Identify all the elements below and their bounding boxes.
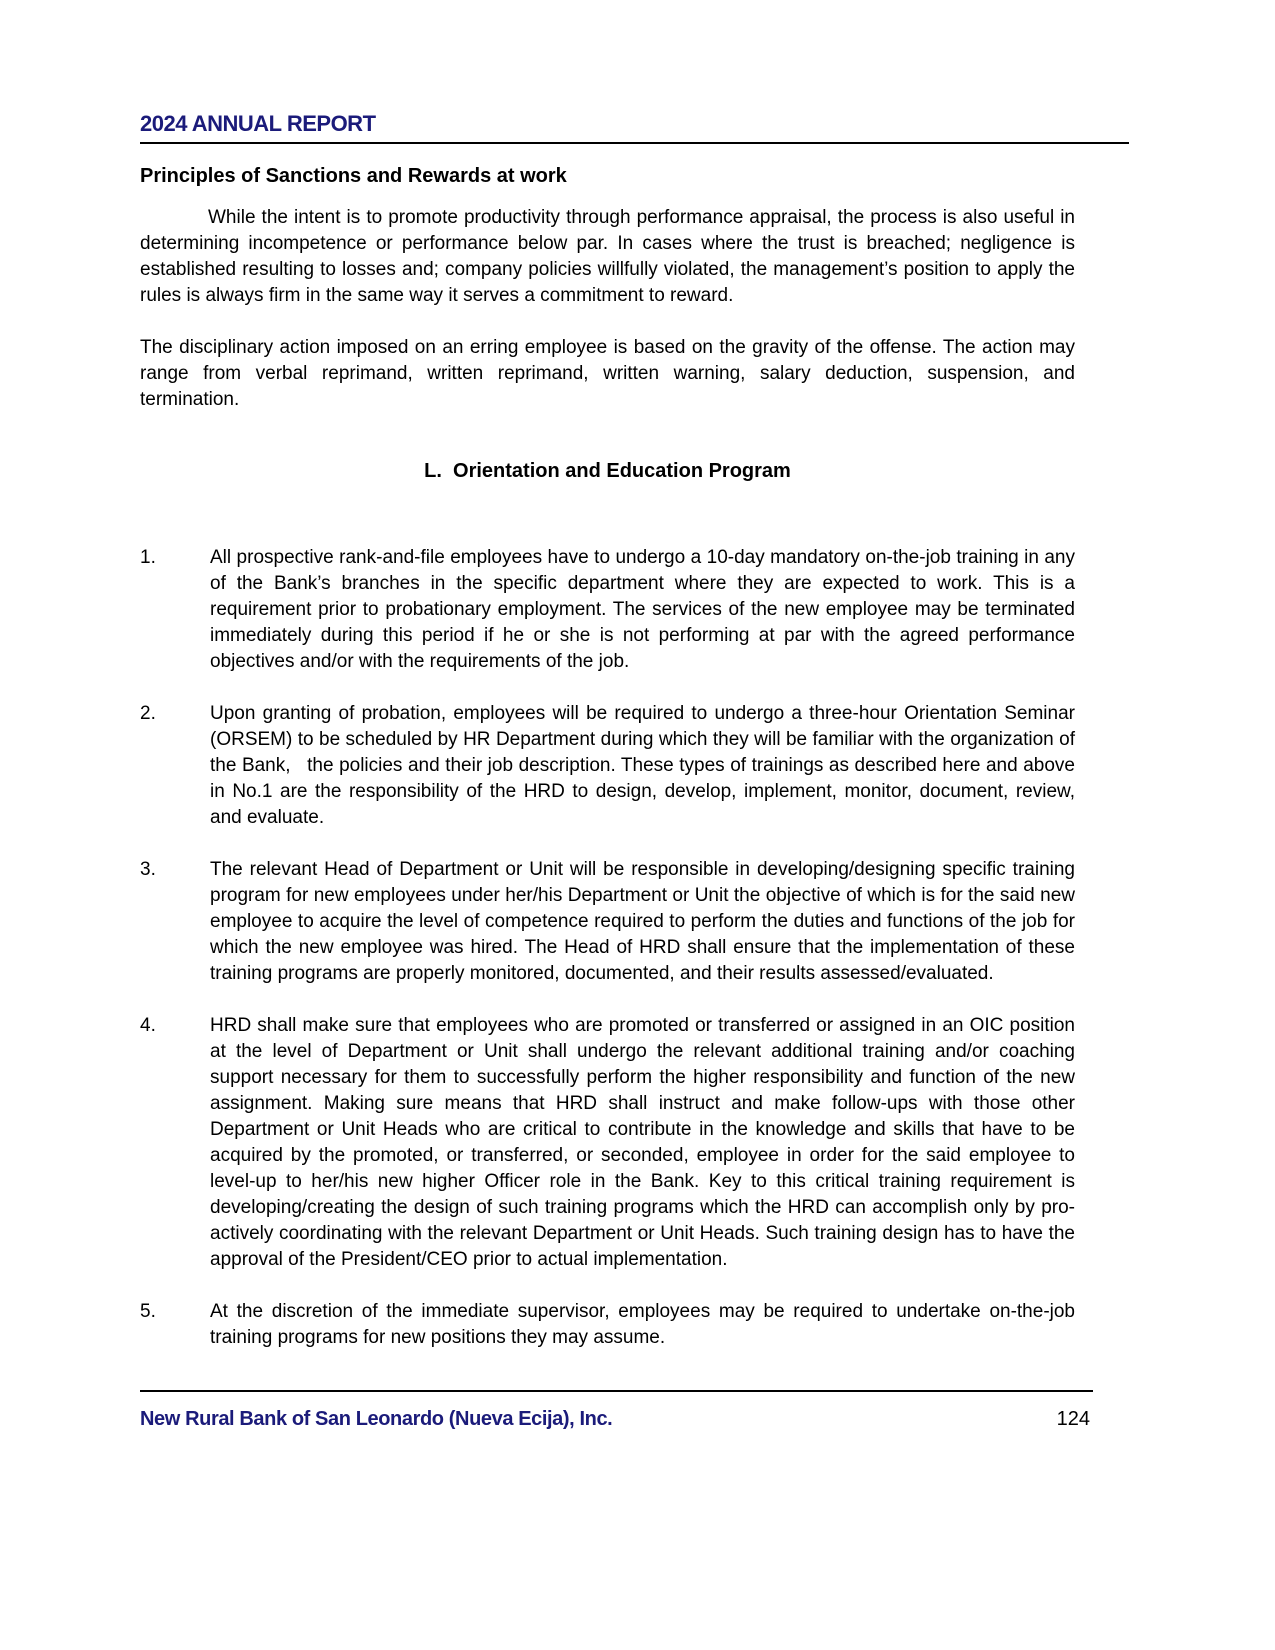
paragraph-appraisal-intent: While the intent is to promote productivity through performance appraisal, the process is also useful in determining incompetence or performance below par. In cases where the trust is breached; negligence is established resulting to losses and; company policies willfully violated, the management’s position to apply the rules is always firm in the same way it serves a commitment to reward. (140, 207, 1075, 306)
list-item-text: The relevant Head of Department or Unit will be responsible in developing/designing specific training program for new employees under her/his Department or Unit the objective of which is for the said new employee to acquire the level of competence required to perform the duties and functions of the job for which the new employee was hired. The Head of HRD shall ensure that the implementation of these training programs are properly monitored, documented, and their results assessed/evaluated. (210, 859, 1075, 984)
list-item (140, 1013, 1075, 1273)
report-header-title: 2024 ANNUAL REPORT (140, 111, 376, 136)
section-title: Principles of Sanctions and Rewards at work (140, 165, 567, 187)
header-rule (140, 142, 1129, 144)
list-item-text: HRD shall make sure that employees who are promoted or transferred or assigned in an OIC position at the level of Department or Unit shall undergo the relevant additional training and/or coaching support necessary for them to successfully perform the higher responsibility and function of the new assignment. Making sure means that HRD shall instruct and make follow-ups with those other Department or Unit Heads who are critical to contribute in the knowledge and skills that have to be acquired by the promoted, or transferred, or seconded, employee in order for the said employee to level-up to her/his new higher Officer role in the Bank. Key to this critical training requirement is developing/creating the design of such training programs which the HRD can accomplish only by pro-actively coordinating with the relevant Department or Unit Heads. Such training design has to have the approval of the President/CEO prior to actual implementation. (210, 1015, 1075, 1270)
list-item-text: Upon granting of probation, employees will be required to undergo a three-hour Orientation Seminar (ORSEM) to be scheduled by HR Department during which they will be familiar with the organization of the Bank, the policies and their job description. These types of trainings as described here and above in No.1 are the responsibility of the HRD to design, develop, implement, monitor, document, review, and evaluate. (210, 703, 1075, 828)
list-item (140, 1299, 1075, 1351)
list-item-text: At the discretion of the immediate supervisor, employees may be required to undertake on-the-job training programs for new positions they may assume. (210, 1301, 1075, 1348)
list-item-number: 2. (140, 703, 156, 724)
page-footer (140, 1390, 1093, 1431)
orientation-program-heading: L. Orientation and Education Program (424, 460, 791, 482)
footer-bank-name: New Rural Bank of San Leonardo (Nueva Ecija), Inc. (140, 1408, 613, 1430)
list-item-number: 1. (140, 547, 156, 568)
numbered-list (140, 545, 1075, 1351)
footer-row (140, 1408, 1090, 1431)
page-content (140, 112, 1075, 1377)
list-item (140, 701, 1075, 831)
footer-rule (140, 1390, 1093, 1392)
list-item (140, 857, 1075, 987)
list-item-number: 4. (140, 1015, 156, 1036)
list-item-number: 5. (140, 1301, 156, 1322)
list-item-text: All prospective rank-and-file employees have to undergo a 10-day mandatory on-the-job training in any of the Bank’s branches in the specific department where they are expected to work. This is a requirement prior to probationary employment. The services of the new employee may be terminated immediately during this period if he or she is not performing at par with the agreed performance objectives and/or with the requirements of the job. (210, 547, 1075, 672)
paragraph-disciplinary-action: The disciplinary action imposed on an erring employee is based on the gravity of the offense. The action may range from verbal reprimand, written reprimand, written warning, salary deduction, suspension, and termination. (140, 337, 1075, 410)
footer-page-number: 124 (1056, 1408, 1090, 1430)
list-item-number: 3. (140, 859, 156, 880)
list-item (140, 545, 1075, 675)
